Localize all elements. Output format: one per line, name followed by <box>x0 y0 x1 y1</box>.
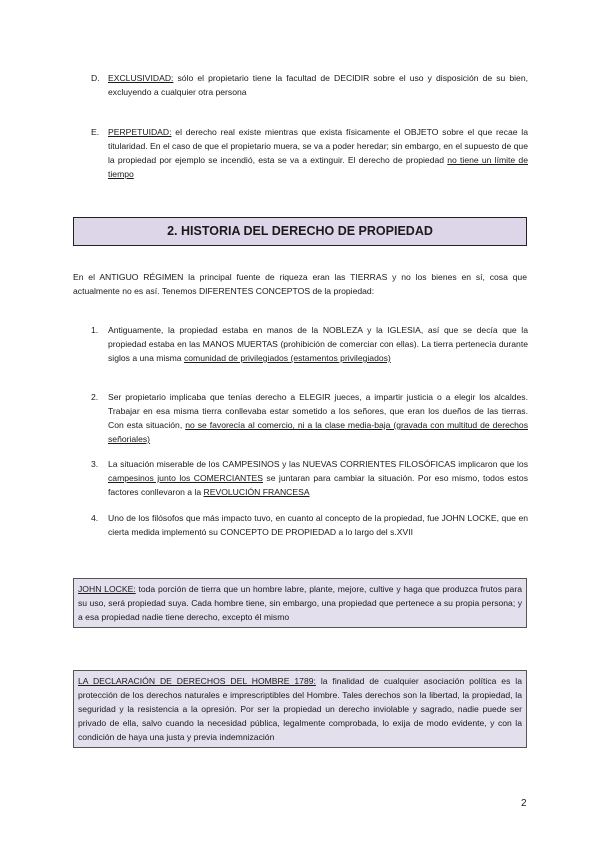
intro-paragraph: En el ANTIGUO RÉGIMEN la principal fuente de riqueza eran las TIERRAS y no los bienes en sí, cosa que actualmente no es así. Tenemos DIFERENTES CONCEPTOS de la propiedad: <box>73 272 527 296</box>
item-text: se juntaran para cambiar la situación. Por eso mismo, todos estos factores conllevaron a la <box>108 473 529 497</box>
underlined-phrase: no se favorecía al comercio, ni a la clase media-baja (gravada con multitud de derechos señoriales) <box>108 420 528 444</box>
term-exclusividad: EXCLUSIVIDAD: <box>108 73 174 83</box>
list-marker: 4. <box>91 513 99 523</box>
numbered-item-4 <box>91 511 528 539</box>
item-text: el derecho real existe mientras que exista físicamente el OBJETO sobre el que recae la titularidad. En el caso de que el propietario muera, se va a poder heredar; sin embargo, en el supuesto de que la propiedad por ejemplo se incendió, esta se va a extinguir. El derecho de propiedad <box>108 127 528 165</box>
numbered-item-2 <box>91 390 528 446</box>
list-marker: D. <box>91 73 100 83</box>
box-term: JOHN LOCKE: <box>78 584 136 594</box>
list-marker: E. <box>91 127 100 137</box>
numbered-item-3 <box>91 457 528 499</box>
page-number: 2 <box>521 798 527 809</box>
underlined-phrase: campesinos junto los COMERCIANTES <box>108 473 263 483</box>
box-text: toda porción de tierra que un hombre labre, plante, mejore, cultive y haga que produzca frutos para su uso, será propiedad suya. Cada hombre tiene, sin embargo, una propiedad que pertenece a su propia persona; y a esa propiedad nadie tiene derecho, excepto él mismo <box>78 584 522 622</box>
item-text: Antiguamente, la propiedad estaba en manos de la NOBLEZA y la IGLESIA, así que se decía que la propiedad estaba en las MANOS MUERTAS (prohibición de comerciar con ellas). La tierra pertenecía durante siglos a una misma <box>108 325 528 363</box>
underlined-phrase: comunidad de privilegiados (estamentos privilegiados) <box>183 353 391 363</box>
quote-box-locke <box>73 578 527 628</box>
item-text: Ser propietario implicaba que tenías derecho a ELEGIR jueces, a impartir justicia o a elegir los alcaldes. Trabajar en esa misma tierra conllevaba estar sometido a los señores, que eran los dueños de las tierras. Con esta situación, <box>108 392 528 430</box>
box-text: la finalidad de cualquier asociación política es la protección de los derechos naturales e imprescriptibles del Hombre. Tales derechos son la libertad, la propiedad, la seguridad y la resistencia a la opresión. Por ser la propiedad un derecho inviolable y sagrado, nadie puede ser privado de ella, salvo cuando la necesidad pública, legalmente comprobada, lo exija de modo evidente, y con la condición de haya una justa y previa indemnización <box>78 676 522 742</box>
term-perpetuidad: PERPETUIDAD: <box>108 127 172 137</box>
item-text: La situación miserable de los CAMPESINOS y las NUEVAS CORRIENTES FILOSÓFICAS implicaron que los <box>108 459 528 469</box>
list-marker: 3. <box>91 459 99 469</box>
box-term: LA DECLARACIÓN DE DERECHOS DEL HOMBRE 1789: <box>78 676 316 686</box>
list-item-perpetuidad <box>91 125 528 181</box>
item-text: Uno de los filósofos que más impacto tuvo, en cuanto al concepto de la propiedad, fue JOHN LOCKE, que en cierta medida implementó su CONCEPTO DE PROPIEDAD a lo largo del s.XVII <box>108 513 528 537</box>
section-title: 2. HISTORIA DEL DERECHO DE PROPIEDAD <box>73 217 527 246</box>
quote-box-declaracion <box>73 670 527 748</box>
list-item-exclusividad <box>91 71 528 99</box>
underlined-phrase: no tiene un límite de tiempo <box>108 155 528 179</box>
numbered-item-1 <box>91 323 528 365</box>
underlined-phrase: REVOLUCIÓN FRANCESA <box>203 487 310 497</box>
item-text: sólo el propietario tiene la facultad de DECIDIR sobre el uso y disposición de su bien, excluyendo a cualquier otra persona <box>108 73 528 97</box>
list-marker: 2. <box>91 392 99 402</box>
list-marker: 1. <box>91 325 99 335</box>
